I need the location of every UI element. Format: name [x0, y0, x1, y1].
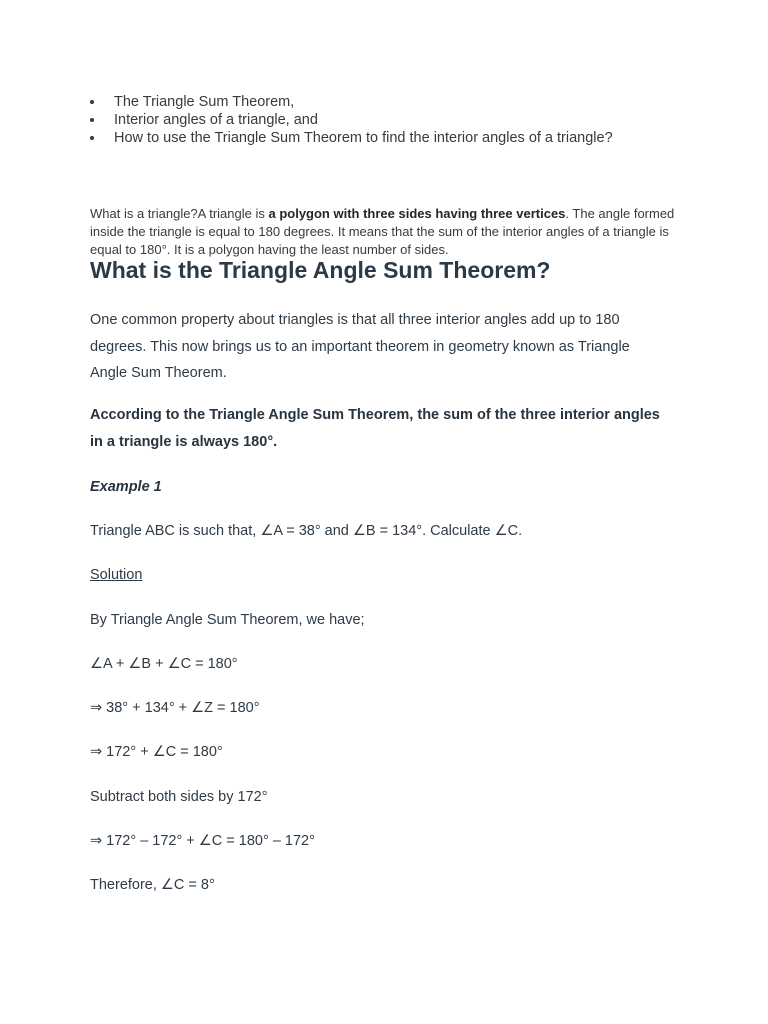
list-item-text: How to use the Triangle Sum Theorem to find the interior angles of a triangle?: [114, 130, 613, 146]
solution-answer: Therefore, ∠C = 8°: [90, 877, 215, 893]
intro-text-start: What is a triangle?A triangle is: [90, 206, 269, 221]
intro-paragraph: [90, 205, 682, 259]
solution-step: By Triangle Angle Sum Theorem, we have;: [90, 612, 365, 628]
section-heading: What is the Triangle Angle Sum Theorem?: [90, 257, 551, 283]
list-item-text: The Triangle Sum Theorem,: [114, 94, 295, 110]
bullet-icon: [90, 118, 94, 122]
example-problem: Triangle ABC is such that, ∠A = 38° and ∠B = 134°. Calculate ∠C.: [90, 523, 523, 539]
topic-list: [90, 93, 690, 147]
bullet-icon: [90, 100, 94, 104]
solution-step: ⇒ 38° + 134° + ∠Z = 180°: [90, 700, 260, 716]
list-item: [90, 93, 690, 111]
intro-text-end: . The angle formed inside the triangle is equal to 180 degrees. It means that the sum of the interior angles of a triangle is equal to 180°. It is a polygon having the least number of sides.: [90, 206, 675, 257]
solution-step: ⇒ 172° + ∠C = 180°: [90, 744, 223, 760]
solution-step: ⇒ 172° – 172° + ∠C = 180° – 172°: [90, 833, 315, 849]
solution-label: Solution: [90, 567, 143, 583]
bullet-icon: [90, 136, 94, 140]
solution-step: Subtract both sides by 172°: [90, 789, 268, 805]
list-item: [90, 111, 690, 129]
list-item: [90, 129, 690, 147]
solution-step: ∠A + ∠B + ∠C = 180°: [90, 656, 238, 672]
body-paragraph: One common property about triangles is that all three interior angles add up to 180 degrees. This now brings us to an important theorem in geometry known as Triangle Angle Sum Theorem.: [90, 312, 630, 381]
theorem-statement: According to the Triangle Angle Sum Theorem, the sum of the three interior angles in a triangle is always 180°.: [90, 407, 660, 450]
example-title: Example 1: [90, 479, 162, 495]
intro-bold-definition: a polygon with three sides having three vertices: [268, 206, 566, 221]
list-item-text: Interior angles of a triangle, and: [114, 112, 318, 128]
